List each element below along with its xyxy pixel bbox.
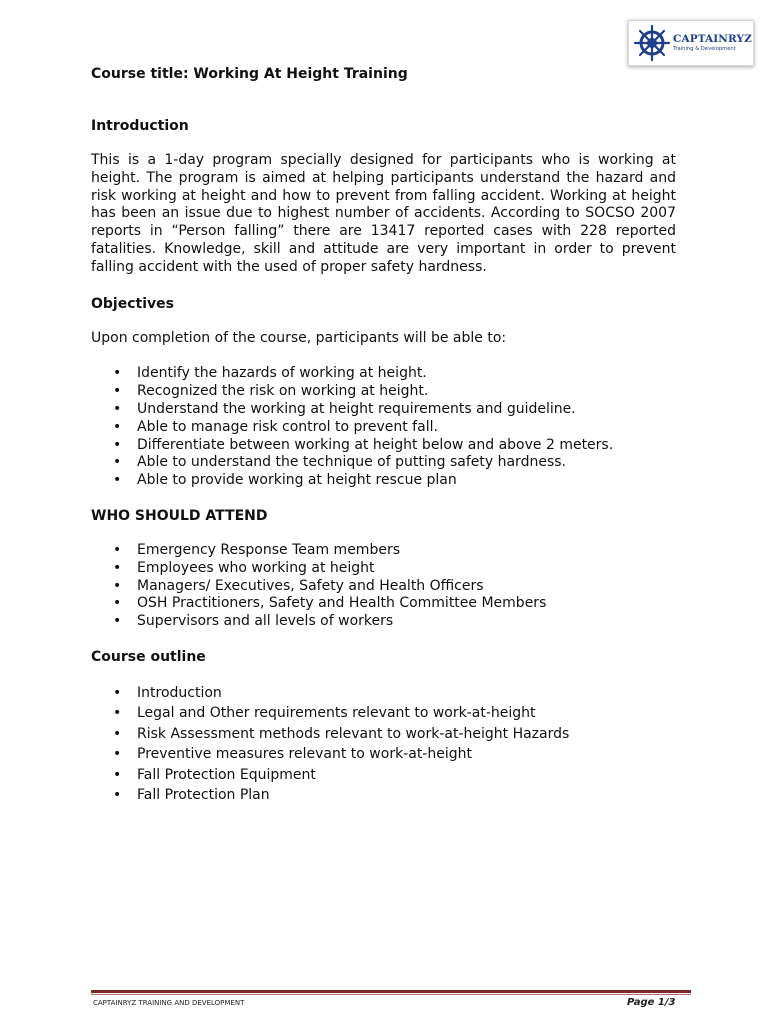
bullet-icon: • (113, 472, 122, 489)
list-item: • Identify the hazards of working at height. (113, 365, 427, 382)
who-should-attend-heading: WHO SHOULD ATTEND (91, 507, 268, 524)
list-item: • Introduction (91, 683, 676, 703)
introduction-paragraph: This is a 1-day program specially designed for participants who is working at height. The program is aimed at helping participants understand the hazard and risk working at height and how to prevent from falling accident. Working at height has been an issue due to highest number of accidents. According to SOCSO 2007 reports in “Person falling” there are 13417 reported cases with 228 reported fatalities. Knowledge, skill and attitude are very important in order to prevent falling accident with the used of proper safety hardness. (91, 152, 676, 275)
list-item: • Fall Protection Plan (91, 785, 676, 805)
list-item: • Understand the working at height requirements and guideline. (113, 400, 576, 417)
document-body (91, 64, 676, 805)
bullet-icon: • (113, 725, 122, 742)
bullet-icon: • (113, 595, 122, 612)
bullet-icon: • (113, 454, 122, 471)
page-number: Page 1/3 (627, 997, 676, 1008)
list-item: • Recognized the risk on working at height. (113, 383, 429, 400)
ship-wheel-icon (633, 24, 671, 62)
list-item: • Emergency Response Team members (113, 541, 400, 558)
list-item: • OSH Practitioners, Safety and Health Committee Members (113, 595, 547, 612)
footer-company: CAPTAINRYZ TRAINING AND DEVELOPMENT (93, 999, 245, 1007)
list-item: • Legal and Other requirements relevant to work-at-height (91, 703, 676, 723)
list-item: • Preventive measures relevant to work-at-height (91, 744, 676, 764)
bullet-icon: • (113, 418, 122, 435)
who-should-attend-list (91, 542, 676, 631)
bullet-icon: • (113, 541, 122, 558)
list-item: • Able to manage risk control to prevent fall. (113, 418, 438, 435)
bullet-icon: • (113, 436, 122, 453)
bullet-icon: • (113, 786, 122, 803)
course-outline-heading: Course outline (91, 648, 206, 665)
bullet-icon: • (113, 684, 122, 701)
bullet-icon: • (113, 559, 122, 576)
bullet-icon: • (113, 613, 122, 630)
list-item: • Risk Assessment methods relevant to work-at-height Hazards (91, 724, 676, 744)
list-item: • Managers/ Executives, Safety and Health Officers (113, 577, 484, 594)
bullet-icon: • (113, 577, 122, 594)
logo-name: CAPTAINRYZ (673, 33, 752, 46)
company-logo (628, 20, 754, 66)
bullet-icon: • (113, 705, 122, 722)
objectives-lead: Upon completion of the course, participants will be able to: (91, 329, 507, 346)
introduction-heading: Introduction (91, 118, 189, 134)
bullet-icon: • (113, 383, 122, 400)
list-item: • Supervisors and all levels of workers (113, 613, 394, 630)
objectives-list (91, 365, 676, 490)
footer-rule (91, 990, 691, 993)
logo-tagline: Training & Development (673, 45, 736, 52)
bullet-icon: • (113, 746, 122, 763)
list-item: • Differentiate between working at height below and above 2 meters. (113, 436, 614, 453)
list-item: • Fall Protection Equipment (91, 765, 676, 785)
objectives-heading: Objectives (91, 295, 174, 312)
list-item: • Employees who working at height (113, 559, 375, 576)
course-title: Course title: Working At Height Training (91, 66, 408, 82)
footer-rule-thin (91, 994, 691, 995)
list-item: • Able to provide working at height rescue plan (113, 472, 457, 489)
bullet-icon: • (113, 400, 122, 417)
bullet-icon: • (113, 766, 122, 783)
course-outline-list (91, 683, 676, 805)
bullet-icon: • (113, 365, 122, 382)
list-item: • Able to understand the technique of putting safety hardness. (113, 454, 566, 471)
